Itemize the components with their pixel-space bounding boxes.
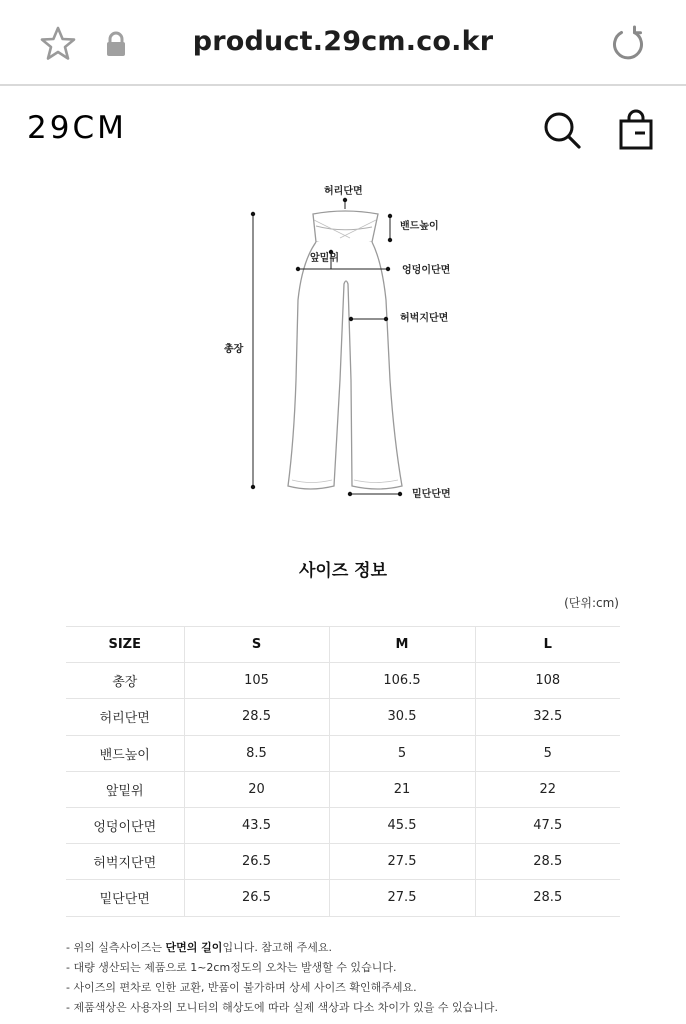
- table-cell: 47.5: [475, 807, 620, 843]
- table-cell: 26.5: [184, 880, 329, 916]
- label-band-height: 밴드높이: [400, 221, 439, 232]
- table-row: [66, 807, 620, 843]
- row-label: 엉덩이단면: [66, 807, 184, 843]
- label-front-rise: 앞밑위: [310, 253, 339, 264]
- table-cell: 105: [184, 663, 329, 699]
- size-table: [66, 626, 620, 917]
- note-measurement: [66, 938, 666, 958]
- table-header-row: [66, 627, 620, 663]
- unit-label: (단위:cm): [564, 596, 619, 610]
- table-cell: 43.5: [184, 807, 329, 843]
- table-cell: 45.5: [329, 807, 475, 843]
- row-label: 총장: [66, 663, 184, 699]
- site-header: [0, 88, 686, 172]
- table-cell: 32.5: [475, 699, 620, 735]
- table-cell: 20: [184, 771, 329, 807]
- table-cell: 26.5: [184, 844, 329, 880]
- note-emphasis: 단면의 길이: [165, 941, 223, 954]
- table-cell: 5: [475, 735, 620, 771]
- table-cell: 106.5: [329, 663, 475, 699]
- reload-icon[interactable]: [608, 23, 648, 63]
- row-label: 밴드높이: [66, 735, 184, 771]
- table-cell: 30.5: [329, 699, 475, 735]
- label-length: 총장: [224, 344, 244, 355]
- table-cell: 21: [329, 771, 475, 807]
- label-hem: 밑단단면: [412, 489, 451, 500]
- table-header: M: [329, 627, 475, 663]
- table-cell: 22: [475, 771, 620, 807]
- table-cell: 28.5: [184, 699, 329, 735]
- row-label: 밑단단면: [66, 880, 184, 916]
- table-header: S: [184, 627, 329, 663]
- table-cell: 28.5: [475, 844, 620, 880]
- label-waist: 허리단면: [324, 186, 363, 197]
- search-icon[interactable]: [540, 108, 584, 152]
- table-cell: 27.5: [329, 880, 475, 916]
- table-cell: 108: [475, 663, 620, 699]
- table-header: SIZE: [66, 627, 184, 663]
- site-logo[interactable]: 29CM: [27, 110, 127, 146]
- table-row: [66, 699, 620, 735]
- table-row: [66, 663, 620, 699]
- table-row: [66, 844, 620, 880]
- pants-illustration: [210, 180, 480, 510]
- table-row: [66, 735, 620, 771]
- table-header: L: [475, 627, 620, 663]
- row-label: 허벅지단면: [66, 844, 184, 880]
- note-text: - 위의 실측사이즈는: [66, 941, 166, 954]
- table-cell: 27.5: [329, 844, 475, 880]
- row-label: 앞밑위: [66, 771, 184, 807]
- size-notes: [66, 938, 666, 1018]
- note-exchange: - 사이즈의 편차로 인한 교환, 반품이 불가하며 상세 사이즈 확인해주세요.: [66, 981, 417, 994]
- browser-address-bar: [0, 0, 686, 86]
- table-cell: 8.5: [184, 735, 329, 771]
- note-tolerance: - 대량 생산되는 제품으로 1~2cm정도의 오차는 발생할 수 있습니다.: [66, 961, 397, 974]
- note-text: 입니다. 참고해 주세요.: [222, 941, 333, 954]
- url-text[interactable]: product.29cm.co.kr: [192, 26, 494, 57]
- label-thigh: 허벅지단면: [400, 313, 449, 324]
- table-cell: 28.5: [475, 880, 620, 916]
- size-info-title: 사이즈 정보: [298, 561, 388, 581]
- table-row: [66, 880, 620, 916]
- note-color: - 제품색상은 사용자의 모니터의 해상도에 따라 실제 색상과 다소 차이가 있을 수 있습니다.: [66, 1001, 498, 1014]
- table-cell: 5: [329, 735, 475, 771]
- pants-measurement-diagram: [210, 180, 480, 510]
- label-hip: 엉덩이단면: [402, 265, 451, 276]
- shopping-bag-icon[interactable]: [614, 108, 658, 152]
- table-row: [66, 771, 620, 807]
- row-label: 허리단면: [66, 699, 184, 735]
